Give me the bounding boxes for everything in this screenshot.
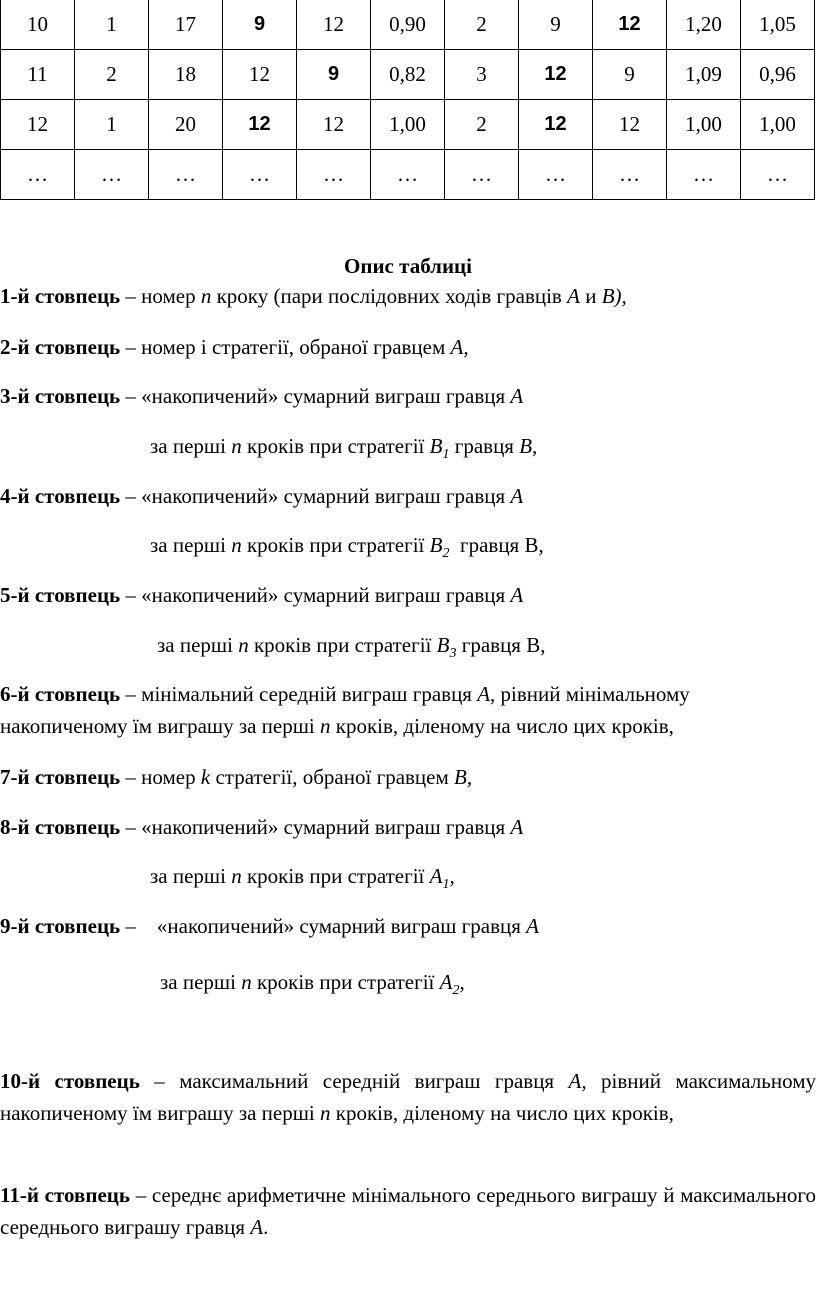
table-cell: 9 <box>297 50 371 100</box>
table-cell: 10 <box>1 0 75 50</box>
table-row <box>1 50 815 100</box>
table-cell: 12 <box>297 0 371 50</box>
table-cell: 12 <box>519 50 593 100</box>
table-cell: 20 <box>149 100 223 150</box>
column-9-description-cont: за перші n кроків при стратегії $A_2$, <box>160 970 465 998</box>
table-cell: … <box>297 150 371 200</box>
table-cell: … <box>371 150 445 200</box>
table-cell: 1,05 <box>741 0 815 50</box>
table-cell: … <box>741 150 815 200</box>
column-8-description-cont: за перші n кроків при стратегії $A_1$, <box>150 864 455 892</box>
table-row <box>1 150 815 200</box>
column-5-description-cont: за перші n кроків при стратегії $B_3$ гравця В, <box>157 633 546 661</box>
table-cell: 12 <box>593 0 667 50</box>
table-cell: 11 <box>1 50 75 100</box>
strategy-table <box>0 0 815 200</box>
table-cell: 1,20 <box>667 0 741 50</box>
table-cell: 17 <box>149 0 223 50</box>
table-cell: … <box>445 150 519 200</box>
table-cell: 0,82 <box>371 50 445 100</box>
table-cell: … <box>75 150 149 200</box>
column-7-description: 7-й стовпець – номер k стратегії, обраної гравцем B, <box>0 765 473 789</box>
table-cell: … <box>149 150 223 200</box>
table-cell: … <box>667 150 741 200</box>
table-cell: 1 <box>75 100 149 150</box>
column-4-description: 4-й стовпець – «накопичений» сумарний виграш гравця A <box>0 484 524 508</box>
table-cell: 12 <box>519 100 593 150</box>
section-title: Опис таблиці <box>344 254 472 278</box>
table-cell: 0,96 <box>741 50 815 100</box>
table-cell: 1,00 <box>371 100 445 150</box>
column-3-description-cont: за перші n кроків при стратегії $B_1$ гравця B, <box>150 434 538 462</box>
table-cell: 12 <box>223 100 297 150</box>
table-cell: 9 <box>519 0 593 50</box>
column-6-description: 6-й стовпець – мінімальний середній виграш гравця A, рівний мінімальному <box>0 682 690 706</box>
column-8-description: 8-й стовпець – «накопичений» сумарний виграш гравця A <box>0 815 524 839</box>
table-cell: 1,00 <box>741 100 815 150</box>
table-cell: 12 <box>223 50 297 100</box>
table-cell: 1,09 <box>667 50 741 100</box>
table-cell: … <box>1 150 75 200</box>
column-6-description-cont: накопиченому їм виграшу за перші n кроків, діленому на число цих кроків, <box>0 714 674 738</box>
column-11-description: 11-й стовпець – середнє арифметичне мінімального середнього виграшу й максимального середнього виграшу гравця A. <box>0 1183 816 1239</box>
table-cell: 12 <box>593 100 667 150</box>
column-5-description: 5-й стовпець – «накопичений» сумарний виграш гравця A <box>0 583 524 607</box>
column-9-description: 9-й стовпець – «накопичений» сумарний виграш гравця A <box>0 914 539 938</box>
column-3-description: 3-й стовпець – «накопичений» сумарний виграш гравця A <box>0 384 524 408</box>
table-row <box>1 100 815 150</box>
column-2-description: 2-й стовпець – номер і стратегії, обраної гравцем A, <box>0 335 469 359</box>
column-1-description: 1-й стовпець – номер n кроку (пари послідовних ходів гравців A и B), <box>0 284 627 308</box>
table-cell: 1 <box>75 0 149 50</box>
table-cell: … <box>223 150 297 200</box>
table-cell: 18 <box>149 50 223 100</box>
table-cell: 2 <box>75 50 149 100</box>
table-cell: 2 <box>445 0 519 50</box>
table-cell: 12 <box>297 100 371 150</box>
column-10-description: 10-й стовпець – максимальний середній виграш гравця A, рівний максимальному накопиченому їм виграшу за перші n кроків, діленому на число цих кроків, <box>0 1069 816 1125</box>
table-cell: 1,00 <box>667 100 741 150</box>
table-cell: 9 <box>593 50 667 100</box>
table-cell: 3 <box>445 50 519 100</box>
table-row <box>1 0 815 50</box>
table-cell: 12 <box>1 100 75 150</box>
column-4-description-cont: за перші n кроків при стратегії $B_2$ гравця В, <box>150 533 544 561</box>
table-cell: 9 <box>223 0 297 50</box>
table-cell: … <box>519 150 593 200</box>
table-cell: 0,90 <box>371 0 445 50</box>
table-cell: … <box>593 150 667 200</box>
table-cell: 2 <box>445 100 519 150</box>
